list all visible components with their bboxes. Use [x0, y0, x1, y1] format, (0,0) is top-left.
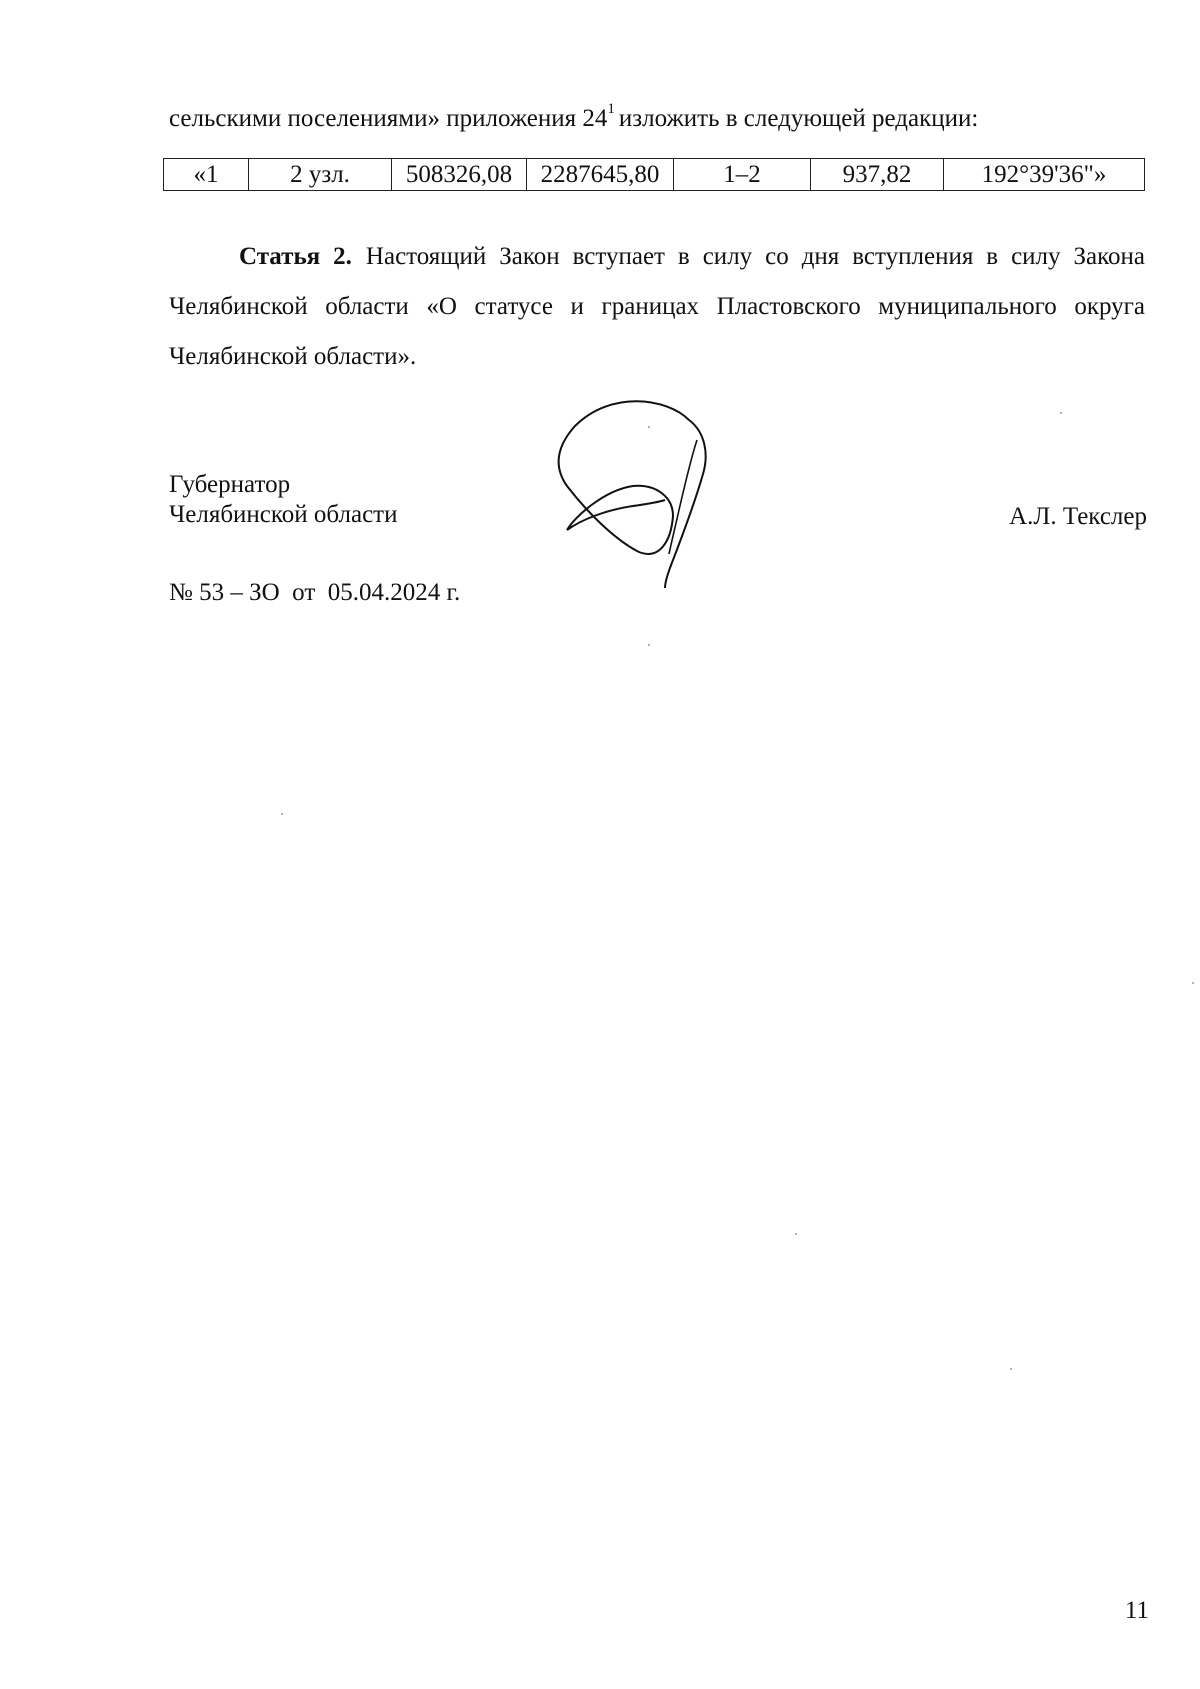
scan-speck — [281, 813, 283, 815]
article-text: Настоящий Закон вступает в силу со дня вступления в силу Закона Челябинской области «О статусе и границах Пластовского муниципального округа Челябинской области». — [169, 243, 1145, 370]
scan-speck — [648, 644, 650, 646]
table-cell-type: 2 узл. — [249, 159, 392, 191]
handwritten-signature — [555, 392, 745, 592]
table-cell-point: «1 — [164, 159, 249, 191]
table-cell-segment: 1–2 — [674, 159, 811, 191]
intro-line — [169, 100, 979, 134]
document-number: № 53 – ЗО от 05.04.2024 г. — [169, 579, 461, 606]
scan-speck — [795, 1233, 797, 1235]
table-cell-y: 2287645,80 — [527, 159, 674, 191]
table-cell-x: 508326,08 — [392, 159, 527, 191]
intro-text-after: изложить в следующей редакции: — [618, 105, 979, 132]
scan-speck — [1010, 1368, 1012, 1370]
article-2-paragraph — [169, 232, 1145, 382]
table-row — [164, 159, 1145, 191]
intro-text-before: сельскими поселениями» приложения 24 — [169, 105, 608, 132]
coordinates-table — [163, 158, 1145, 191]
signer-name: А.Л. Текслер — [1009, 503, 1147, 530]
table-cell-length: 937,82 — [811, 159, 944, 191]
scan-speck — [1060, 412, 1062, 414]
scan-speck — [648, 426, 650, 428]
signer-title-line1: Губернатор — [169, 471, 291, 498]
table-cell-angle: 192°39'36"» — [944, 159, 1145, 191]
signer-title-line2: Челябинской области — [169, 501, 398, 528]
page-number: 11 — [1124, 1597, 1149, 1624]
scan-speck — [1192, 982, 1194, 984]
signer-title — [169, 470, 397, 530]
article-label: Статья 2. — [239, 243, 352, 270]
intro-superscript: 1 — [607, 100, 615, 117]
